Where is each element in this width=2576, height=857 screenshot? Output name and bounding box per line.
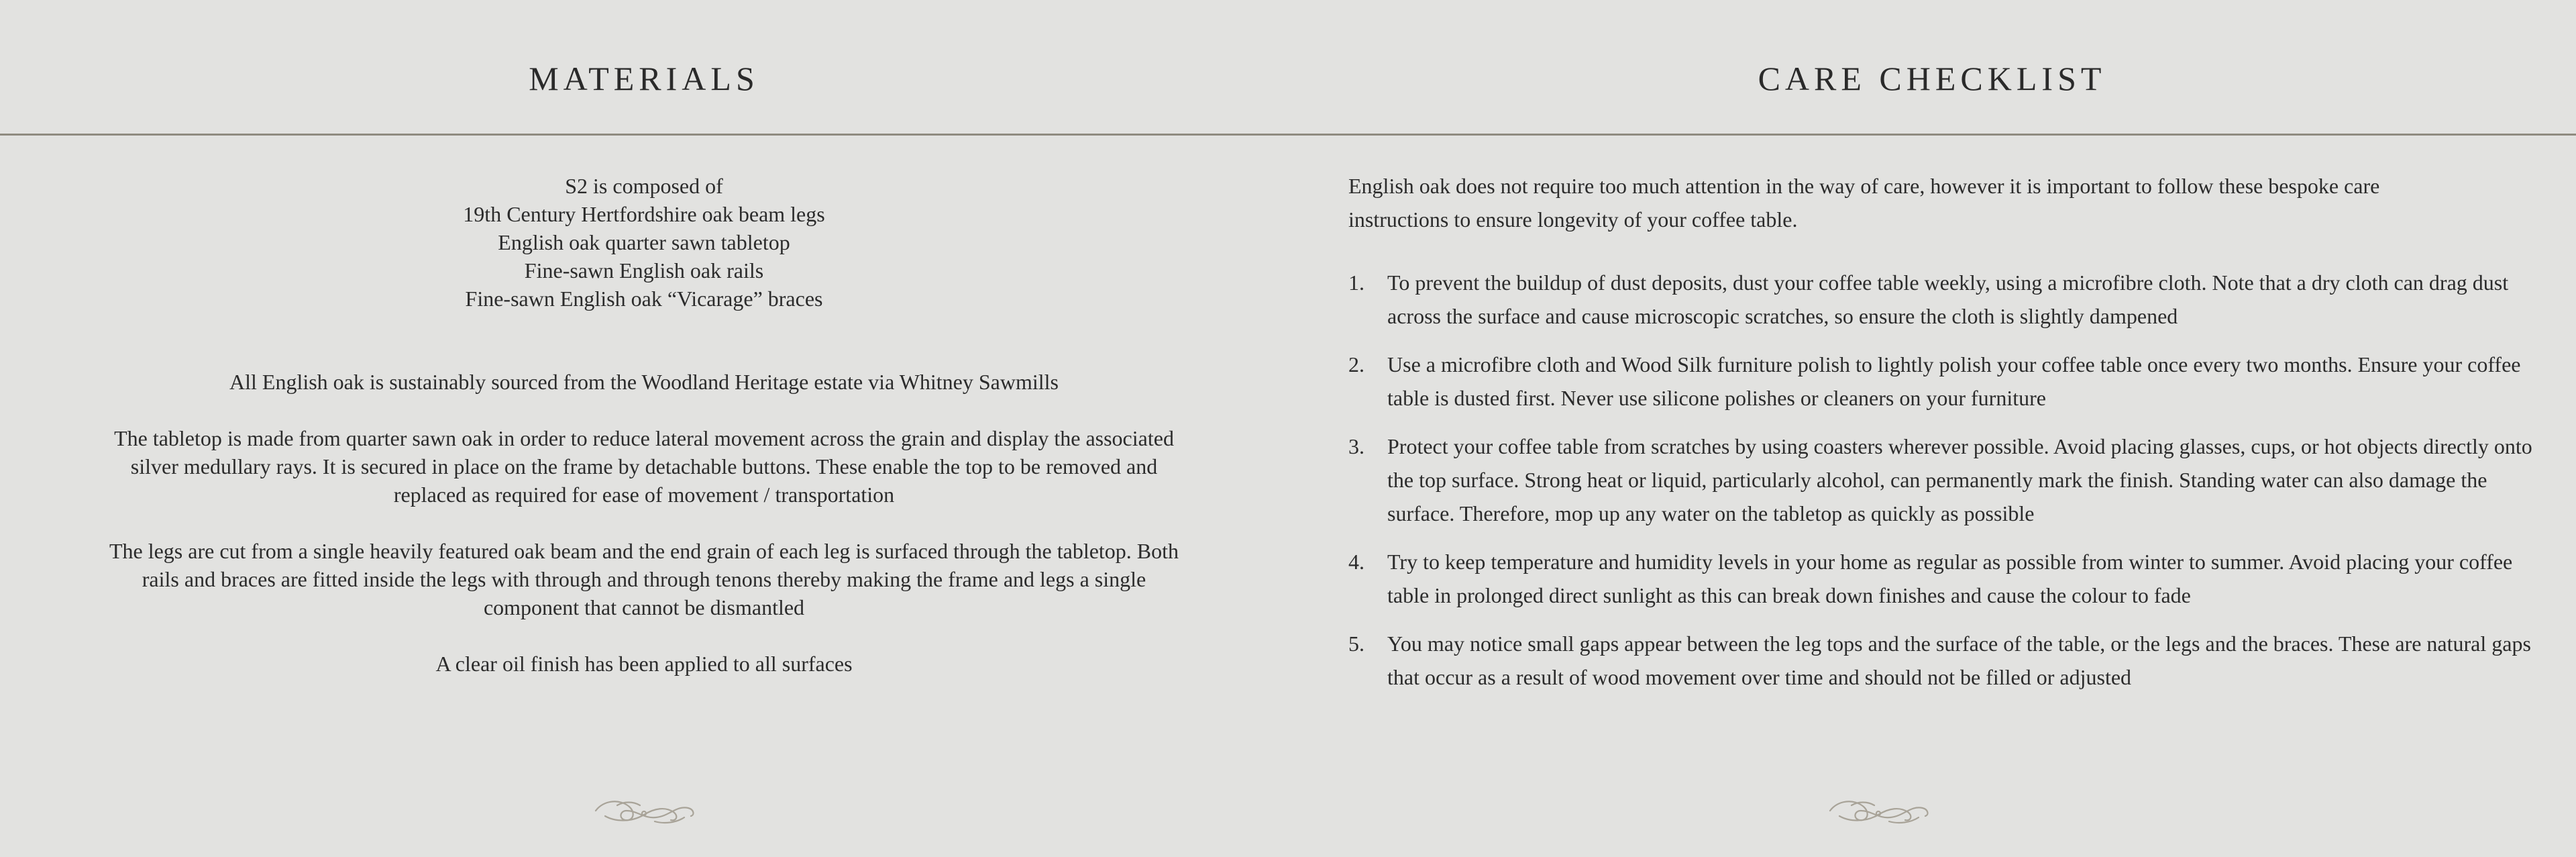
list-item xyxy=(1348,430,2536,530)
list-item-text: Protect your coffee table from scratches by using coasters wherever possible. Avoid placing glasses, cups, or hot objects directly onto the top surface. Strong heat or liquid, particularly alcohol, can permanently mark the finish. Standing water can also damage the surface. Therefore, mop up any water on the tabletop as quickly as possible xyxy=(1387,434,2532,525)
care-page xyxy=(1288,0,2576,857)
list-item xyxy=(1348,266,2536,333)
list-item xyxy=(1348,545,2536,612)
list-item-text: Try to keep temperature and humidity levels in your home as regular as possible from winter to summer. Avoid placing your coffee table in prolonged direct sunlight as this can break down finishes and cause the colour to fade xyxy=(1387,550,2513,607)
tabletop-paragraph: The tabletop is made from quarter sawn oak in order to reduce lateral movement across the grain and display the associated silver medullary rays. It is secured in place on the frame by detachable buttons. These enable the top to be removed and replaced as required for ease of movement / transportation xyxy=(114,426,1174,507)
list-item-number: 3. xyxy=(1348,434,1364,458)
list-item xyxy=(1348,627,2536,694)
composition-line: S2 is composed of xyxy=(565,174,723,198)
flourish-icon xyxy=(590,792,698,828)
flourish-icon xyxy=(1825,792,1932,828)
list-item-number: 1. xyxy=(1348,270,1364,295)
finish-paragraph: A clear oil finish has been applied to all surfaces xyxy=(435,652,853,676)
materials-heading: MATERIALS xyxy=(529,60,759,97)
sourcing-paragraph: All English oak is sustainably sourced from the Woodland Heritage estate via Whitney Sawmills xyxy=(229,370,1059,394)
list-item-text: To prevent the buildup of dust deposits, dust your coffee table weekly, using a microfibre cloth. Note that a dry cloth can drag dust across the surface and cause microscopic scratches, so ensure the cloth is slightly dampened xyxy=(1387,270,2509,328)
composition-list xyxy=(94,172,1194,313)
composition-line: 19th Century Hertfordshire oak beam legs xyxy=(463,202,825,226)
list-item-text: Use a microfibre cloth and Wood Silk furniture polish to lightly polish your coffee table once every two months. Ensure your coffee table is dusted first. Never use silicone polishes or cleaners on your furniture xyxy=(1387,352,2521,410)
care-intro: English oak does not require too much attention in the way of care, however it is important to follow these bespoke care instructions to ensure longevity of your coffee table. xyxy=(1348,174,2380,232)
list-item-text: You may notice small gaps appear between the leg tops and the surface of the table, or the legs and the braces. These are natural gaps that occur as a result of wood movement over time and should not be filled or adjusted xyxy=(1387,632,2531,689)
list-item-number: 4. xyxy=(1348,550,1364,574)
care-body xyxy=(1348,169,2536,709)
list-item-number: 2. xyxy=(1348,352,1364,376)
materials-body xyxy=(94,172,1194,678)
composition-line: English oak quarter sawn tabletop xyxy=(498,230,790,254)
care-heading: CARE CHECKLIST xyxy=(1758,60,2106,97)
legs-paragraph: The legs are cut from a single heavily featured oak beam and the end grain of each leg is surfaced through the tabletop. Both rails and braces are fitted inside the legs with through and through tenons thereby making the frame and legs a single component that cannot be dismantled xyxy=(109,539,1179,619)
list-item-number: 5. xyxy=(1348,632,1364,656)
composition-line: Fine-sawn English oak rails xyxy=(524,258,764,283)
list-item xyxy=(1348,348,2536,415)
care-list xyxy=(1348,266,2536,694)
composition-line: Fine-sawn English oak “Vicarage” braces xyxy=(465,287,823,311)
